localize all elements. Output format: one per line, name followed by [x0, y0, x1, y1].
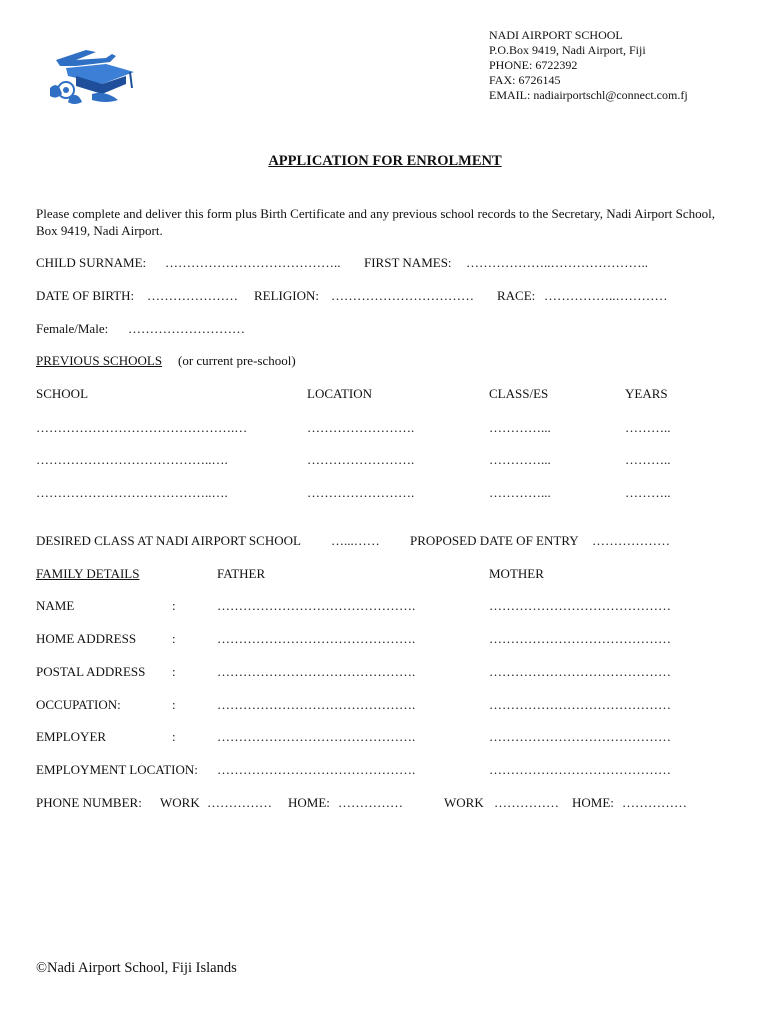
mother-name-field[interactable]: ……………………………………	[489, 598, 671, 613]
school-contact-block	[489, 28, 688, 103]
family-row-label: OCCUPATION:	[36, 697, 121, 712]
race-label: RACE:	[497, 288, 536, 303]
prev-class-3-field[interactable]: …………...	[489, 485, 551, 500]
col-years: YEARS	[625, 386, 668, 401]
mother-work-phone-field[interactable]: ……………	[494, 795, 559, 810]
entry-date-label: PROPOSED DATE OF ENTRY	[410, 533, 579, 548]
entry-date-field[interactable]: ………………	[592, 533, 670, 548]
prev-location-2-field[interactable]: …………………….	[307, 452, 415, 467]
school-address: P.O.Box 9419, Nadi Airport, Fiji	[489, 43, 646, 57]
desired-class-field[interactable]: …...……	[331, 533, 380, 548]
previous-schools-heading: PREVIOUS SCHOOLS	[36, 353, 163, 368]
father-name-field[interactable]: ……………………………………….	[217, 598, 416, 613]
religion-field[interactable]: ……………………………	[331, 288, 474, 303]
desired-class-label: DESIRED CLASS AT NADI AIRPORT SCHOOL	[36, 533, 301, 548]
father-home-phone-field[interactable]: ……………	[338, 795, 403, 810]
school-name: NADI AIRPORT SCHOOL	[489, 28, 623, 42]
employment-location-label: EMPLOYMENT LOCATION:	[36, 762, 198, 777]
prev-school-2-field[interactable]: …………………………………..….	[36, 452, 228, 467]
father-heading: FATHER	[217, 566, 266, 581]
family-row-colon: :	[172, 729, 176, 744]
school-logo	[46, 44, 138, 110]
family-row-colon: :	[172, 697, 176, 712]
child-surname-field[interactable]: …………………………………..	[165, 255, 341, 270]
mother-employer-field[interactable]: ……………………………………	[489, 729, 671, 744]
first-names-field[interactable]: ………………..…………………..	[466, 255, 648, 270]
prev-years-3-field[interactable]: ………..	[625, 485, 671, 500]
father-work-label: WORK	[160, 795, 200, 810]
father-employer-field[interactable]: ……………………………………….	[217, 729, 416, 744]
form-title: APPLICATION FOR ENROLMENT	[268, 153, 502, 169]
dob-field[interactable]: …………………	[147, 288, 238, 303]
father-employment-location-field[interactable]: ……………………………………….	[217, 762, 416, 777]
family-row-colon: :	[172, 631, 176, 646]
mother-home-phone-field[interactable]: ……………	[622, 795, 687, 810]
child-surname-label: CHILD SURNAME:	[36, 255, 147, 270]
first-names-label: FIRST NAMES:	[364, 255, 452, 270]
father-postal-address-field[interactable]: ……………………………………….	[217, 664, 416, 679]
prev-school-3-field[interactable]: …………………………………..….	[36, 485, 228, 500]
col-location: LOCATION	[307, 386, 372, 401]
family-row-label: EMPLOYER	[36, 729, 107, 744]
family-row-colon: :	[172, 664, 176, 679]
race-field[interactable]: ……………..…………	[544, 288, 668, 303]
father-work-phone-field[interactable]: ……………	[207, 795, 272, 810]
prev-school-1-field[interactable]: ……………………………………….…	[36, 420, 248, 435]
col-classes: CLASS/ES	[489, 386, 549, 401]
father-home-address-field[interactable]: ……………………………………….	[217, 631, 416, 646]
prev-location-1-field[interactable]: …………………….	[307, 420, 415, 435]
prev-location-3-field[interactable]: …………………….	[307, 485, 415, 500]
family-row-label: POSTAL ADDRESS	[36, 664, 146, 679]
phone-number-label: PHONE NUMBER:	[36, 795, 142, 810]
prev-class-2-field[interactable]: …………...	[489, 452, 551, 467]
footer-copyright: ©Nadi Airport School, Fiji Islands	[36, 960, 237, 976]
col-school: SCHOOL	[36, 386, 89, 401]
prev-years-1-field[interactable]: ………..	[625, 420, 671, 435]
religion-label: RELIGION:	[254, 288, 319, 303]
mother-heading: MOTHER	[489, 566, 544, 581]
previous-schools-note: (or current pre-school)	[178, 353, 296, 368]
school-email: EMAIL: nadiairportschl@connect.com.fj	[489, 88, 688, 102]
mother-occupation-field[interactable]: ……………………………………	[489, 697, 671, 712]
family-row-colon: :	[172, 598, 176, 613]
mother-work-label: WORK	[444, 795, 484, 810]
father-occupation-field[interactable]: ……………………………………….	[217, 697, 416, 712]
prev-class-1-field[interactable]: …………...	[489, 420, 551, 435]
mother-postal-address-field[interactable]: ……………………………………	[489, 664, 671, 679]
intro-text: Please complete and deliver this form plus Birth Certificate and any previous school records to the Secretary, Nadi Airport School, Box 9419, Nadi Airport.	[36, 206, 715, 238]
family-details-heading: FAMILY DETAILS	[36, 566, 140, 581]
school-fax: FAX: 6726145	[489, 73, 561, 87]
family-row-label: HOME ADDRESS	[36, 631, 137, 646]
father-home-label: HOME:	[288, 795, 330, 810]
mother-employment-location-field[interactable]: ……………………………………	[489, 762, 671, 777]
dob-label: DATE OF BIRTH:	[36, 288, 135, 303]
prev-years-2-field[interactable]: ………..	[625, 452, 671, 467]
school-phone: PHONE: 6722392	[489, 58, 578, 72]
family-row-label: NAME	[36, 598, 75, 613]
mother-home-address-field[interactable]: ……………………………………	[489, 631, 671, 646]
mother-home-label: HOME:	[572, 795, 614, 810]
gender-field[interactable]: ………………………	[128, 321, 245, 336]
gender-label: Female/Male:	[36, 321, 109, 336]
